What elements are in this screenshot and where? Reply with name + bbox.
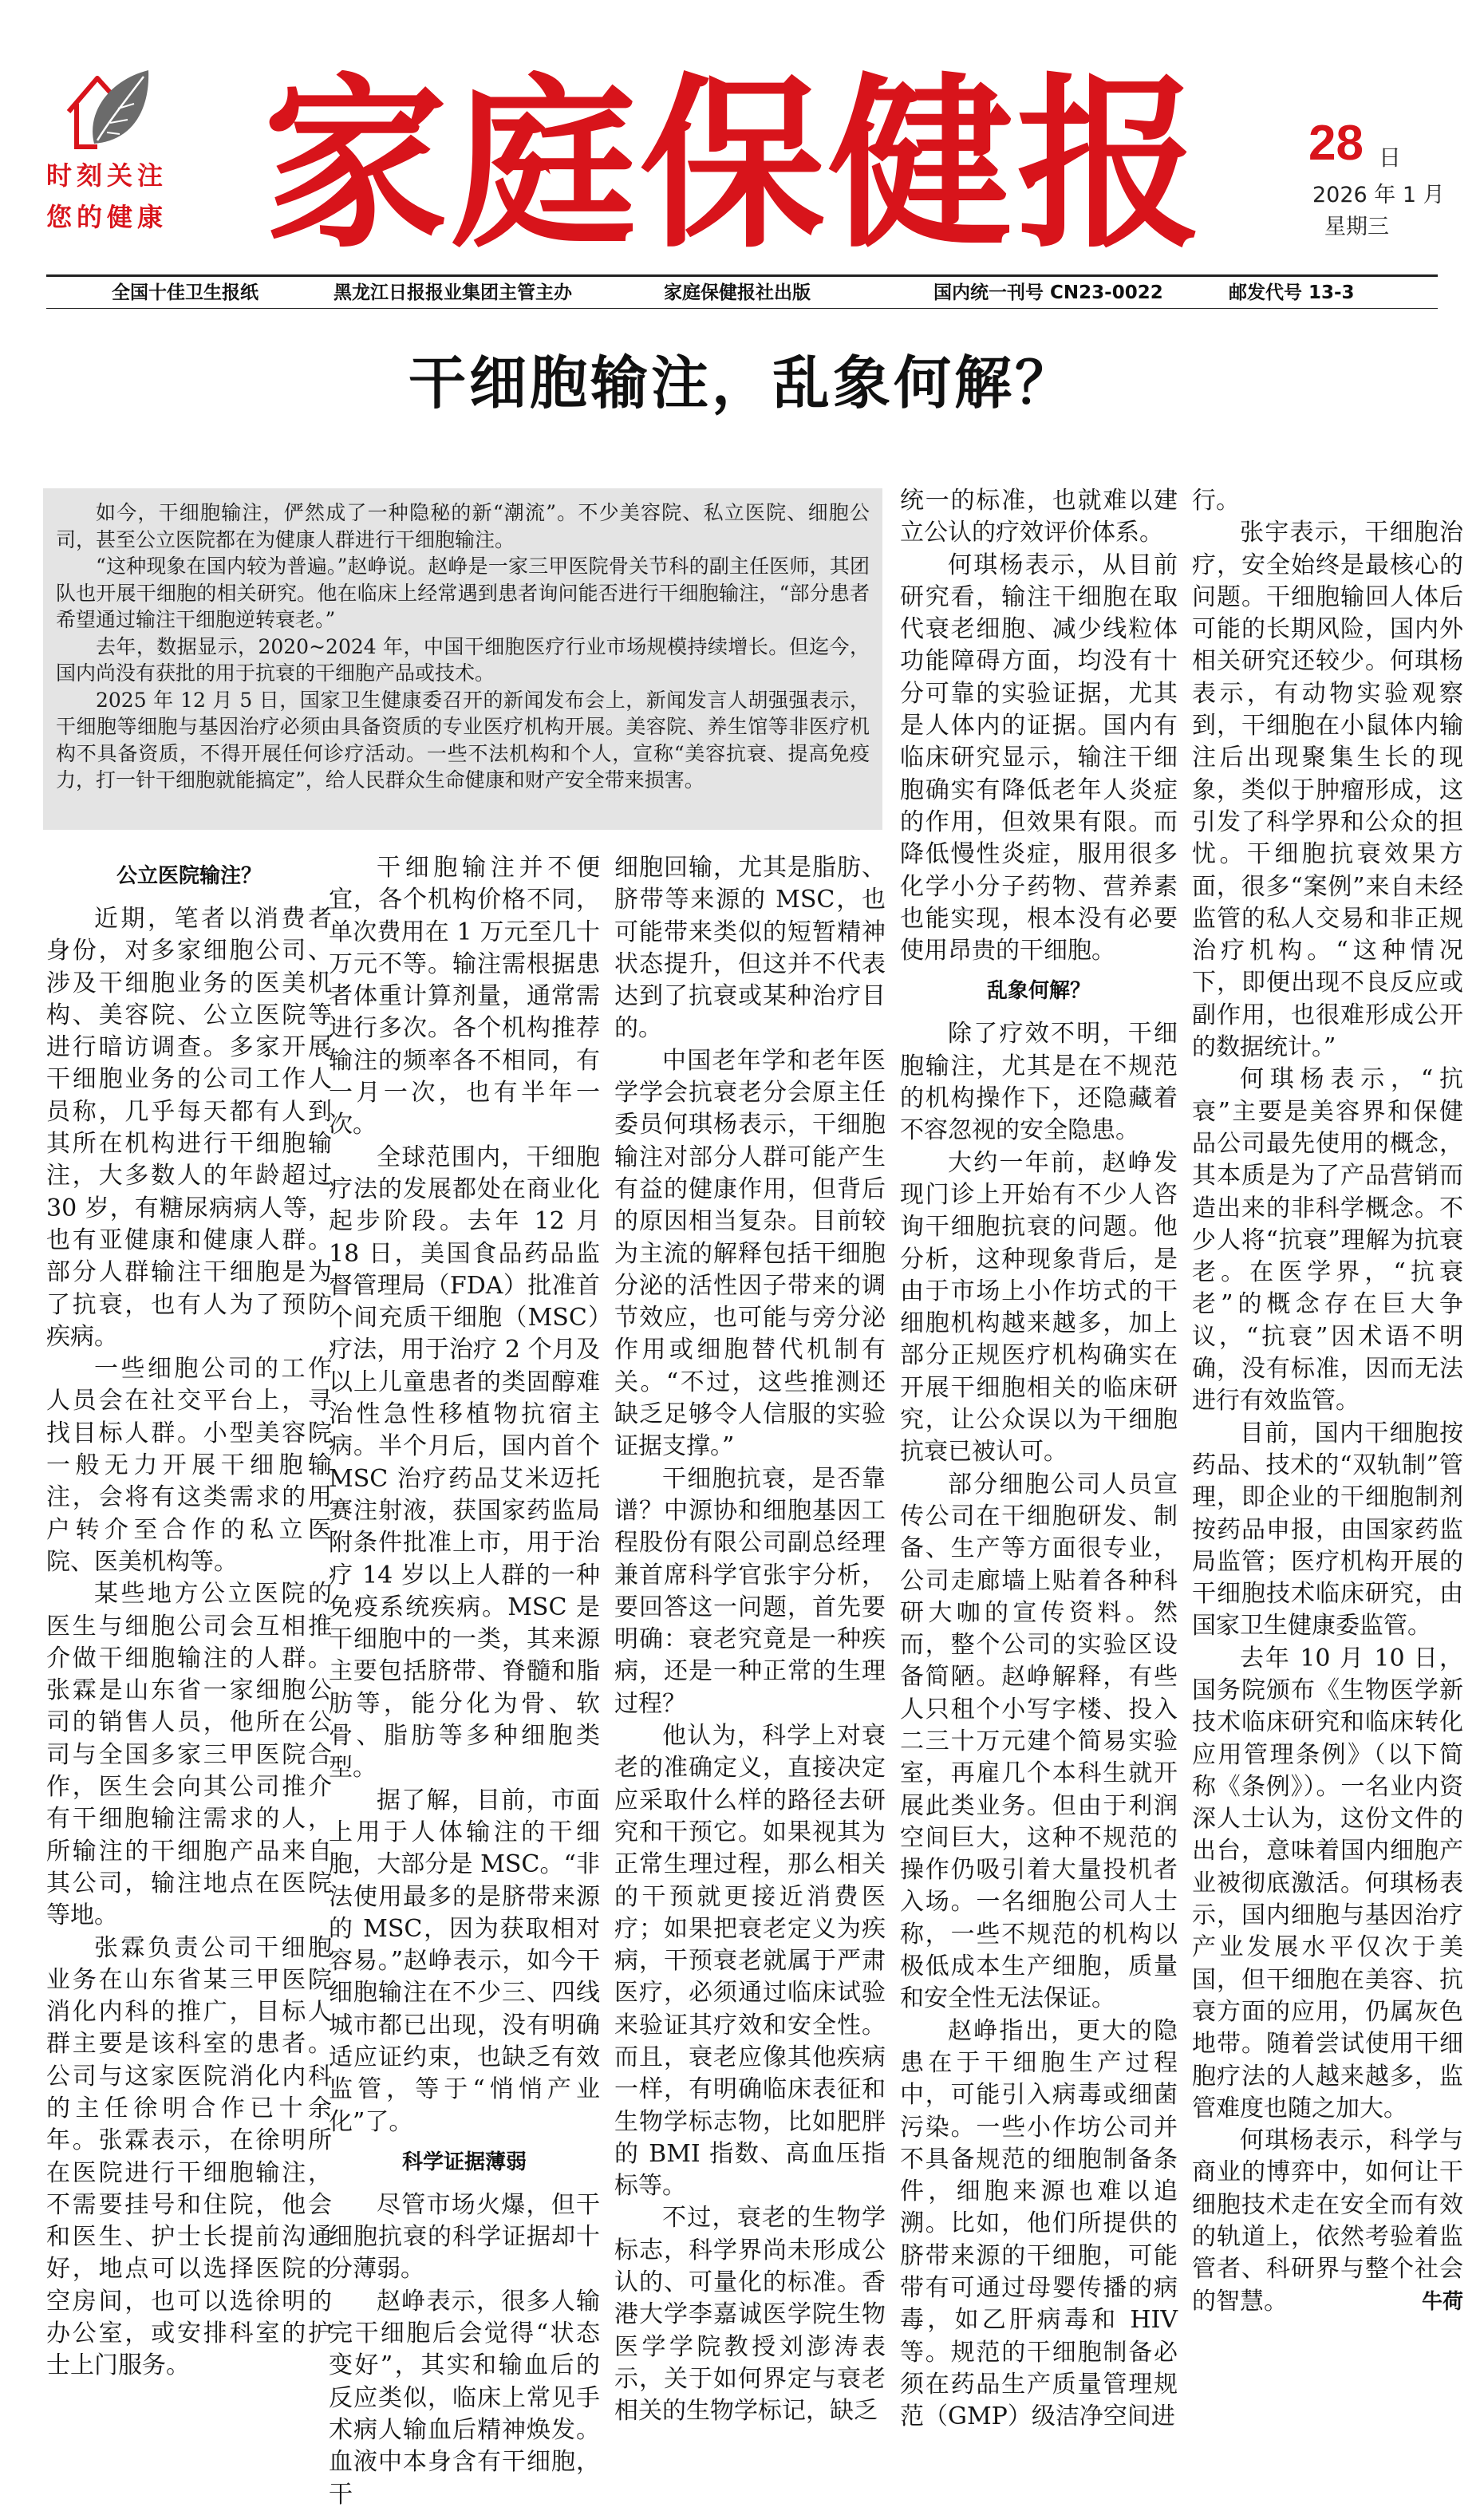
body-paragraph: 据了解，目前，市面上用于人体输注的干细胞，大部分是 MSC。“非法使用最多的是脐带来源的 MSC，因为获取相对容易。”赵峥表示，如今干细胞输注在不少三、四线城市都已出现，没有明确适应证约束，也缺乏有效监管，等于“悄悄产业化”了。 — [329, 1786, 600, 2136]
article-column-5 — [1192, 485, 1463, 2318]
section-heading-public-hospital: 公立医院输注？ — [116, 864, 262, 888]
body-paragraph-text: 何琪杨表示，科学与商业的博弈中，如何让干细胞技术走在安全而有效的轨道上，依然考验着监管者、科研界与整个社会的智慧。 — [1192, 2126, 1463, 2316]
lead-paragraph: 如今，干细胞输注，俨然成了一种隐秘的新“潮流”。不少美容院、私立医院、细胞公司，甚至公立医院都在为健康人群进行干细胞输注。 — [56, 501, 870, 551]
masthead-rule-top — [46, 274, 1438, 277]
body-paragraph: 某些地方公立医院的医生与细胞公司会互相推介做干细胞输注的人群。张霖是山东省一家细胞公司的销售人员，他所在公司与全国多家三甲医院合作，医生会向其公司推介有干细胞输注需求的人，所输注的干细胞产品来自其公司，输注地点在医院等地。 — [46, 1580, 332, 1930]
issue-day: 28 — [1308, 116, 1364, 171]
body-paragraph: 干细胞输注并不便宜，各个机构价格不同，单次费用在 1 万元至几十万元不等。输注需根据患者体重计算剂量，通常需进行多次。各个机构推荐输注的频率各不相同，有一月一次，也有半年一次。 — [329, 854, 600, 1139]
info-publisher: 家庭保健报社出版 — [664, 282, 811, 303]
article-column-3 — [614, 852, 886, 2428]
section-heading-weak-evidence: 科学证据薄弱 — [401, 2150, 527, 2174]
body-paragraph: 全球范围内，干细胞疗法的发展都处在商业化起步阶段。去年 12 月 18 日，美国食品药品监督管理局（FDA）批准首个间充质干细胞（MSC）疗法，用于治疗 2 个月及以上儿童患者的类固醇难治性急性移植物抗宿主病。半个月后，国内首个 MSC 治疗药品艾米迈托赛注射液，获国家药监局附条件批准上市，用于治疗 14 岁以上人群的一种免疫系统疾病。MSC 是干细胞中的一类，其来源主要包括脐带、脊髓和脂肪等，能分化为骨、软骨、脂肪等多种细胞类型。 — [329, 1143, 600, 1783]
info-publisher-group: 黑龙江日报报业集团主管主办 — [334, 282, 572, 303]
body-paragraph: 细胞回输，尤其是脂肪、脐带等来源的 MSC，也可能带来类似的短暂精神状态提升，但这并不代表达到了抗衰或某种治疗目的。 — [614, 854, 886, 1043]
article-column-1 — [46, 852, 332, 2383]
article-column-2 — [329, 852, 600, 2511]
body-paragraph: 不过，衰老的生物学标志，科学界尚未形成公认的、可量化的标准。香港大学李嘉诚医学院生物医学学院教授刘澎涛表示，关于如何界定与衰老相关的生物学标记，缺乏 — [614, 2204, 886, 2426]
body-paragraph: 中国老年学和老年医学学会抗衰老分会原主任委员何琪杨表示，干细胞输注对部分人群可能产生有益的健康作用，但背后的原因相当复杂。目前较为主流的解释包括干细胞分泌的活性因子带来的调节效应，也可能与旁分泌作用或细胞替代机制有关。“不过，这些推测还缺乏足够令人信服的实验证据支撑。” — [614, 1046, 886, 1461]
newspaper-title: 家庭保健报 — [263, 57, 1206, 273]
body-paragraph: 张宇表示，干细胞治疗，安全始终是最核心的问题。干细胞输回人体后可能的长期风险，国内外相关研究还较少。何琪杨表示，有动物实验观察到，干细胞在小鼠体内输注后出现聚集生长的现象，类似于肿瘤形成，这引发了科学界和公众的担忧。干细胞抗衰效果方面，很多“案例”来自未经监管的私人交易和非正规治疗机构。“这种情况下，即便出现不良反应或副作用，也很难形成公开的数据统计。” — [1192, 519, 1463, 1062]
body-paragraph: 行。 — [1192, 487, 1240, 515]
slogan-line-1: 时刻关注 — [46, 160, 168, 191]
slogan-line-2: 您的健康 — [46, 202, 168, 232]
body-paragraph: 除了疗效不明，干细胞输注，尤其是在不规范的机构操作下，还隐藏着不容忽视的安全隐患。 — [900, 1020, 1178, 1145]
body-paragraph: 大约一年前，赵峥发现门诊上开始有不少人咨询干细胞抗衰的问题。他分析，这种现象背后，是由于市场上小作坊式的干细胞机构越来越多，加上部分正规医疗机构确实在开展干细胞相关的临床研究，让公众误以为干细胞抗衰已被认可。 — [900, 1148, 1178, 1467]
issue-day-unit: 日 — [1379, 144, 1402, 171]
lead-summary-box — [43, 488, 882, 830]
body-paragraph: 赵峥表示，很多人输完干细胞后会觉得“状态变好”，其实和输血后的反应类似，临床上常见手术病人输血后精神焕发。血液中本身含有干细胞，干 — [329, 2287, 600, 2509]
body-paragraph — [1192, 2125, 1463, 2318]
house-leaf-icon — [62, 64, 156, 152]
body-paragraph: 一些细胞公司的工作人员会在社交平台上，寻找目标人群。小型美容院一般无力开展干细胞输注，会将有这类需求的用户转介至合作的私立医院、医美机构等。 — [46, 1355, 332, 1576]
lead-paragraph: 去年，数据显示，2020~2024 年，中国干细胞医疗行业市场规模持续增长。但迄今，国内尚没有获批的用于抗衰的干细胞产品或技术。 — [56, 634, 870, 685]
masthead-rule-bottom — [46, 308, 1438, 309]
publication-info-bar — [46, 279, 1438, 306]
article-column-4 — [900, 485, 1178, 2434]
body-paragraph: 赵峥指出，更大的隐患在于干细胞生产过程中，可能引入病毒或细菌污染。一些小作坊公司并不具备规范的细胞制备条件，细胞来源也难以追溯。比如，他们所提供的脐带来源的干细胞，可能带有可通过母婴传播的病毒，如乙肝病毒和 HIV 等。规范的干细胞制备必须在药品生产质量管理规范（GMP）级洁净空间进 — [900, 2016, 1178, 2431]
body-paragraph: 尽管市场火爆，但干细胞抗衰的科学证据却十分薄弱。 — [329, 2190, 600, 2284]
author-byline: 牛荷 — [1421, 2289, 1463, 2314]
body-paragraph: 去年 10 月 10 日，国务院颁布《生物医学新技术临床研究和临床转化应用管理条例》（以下简称《条例》）。一名业内资深人士认为，这份文件的出台，意味着国内细胞产业被彻底激活。何琪杨表示，国内细胞与基因治疗产业发展水平仅次于美国，但干细胞在美容、抗衰方面的应用，仍属灰色地带。随着尝试使用干细胞疗法的人越来越多，监管难度也随之加大。 — [1192, 1644, 1463, 2122]
body-paragraph: 目前，国内干细胞按药品、技术的“双轨制”管理，即企业的干细胞制剂按药品申报，由国家药监局监管；医疗机构开展的干细胞技术临床研究，由国家卫生健康委监管。 — [1192, 1419, 1463, 1640]
body-paragraph: 他认为，科学上对衰老的准确定义，直接决定应采取什么样的路径去研究和干预它。如果视其为正常生理过程，那么相关的干预就更接近消费医疗；如果把衰老定义为疾病，干预衰老就属于严肃医疗，必须通过临床试验来验证其疗效和安全性。而且，衰老应像其他疾病一样，有明确临床表征和生物学标志物，比如肥胖的 BMI 指数、高血压指标等。 — [614, 1722, 886, 2201]
body-paragraph: 张霖负责公司干细胞业务在山东省某三甲医院消化内科的推广，目标人群主要是该科室的患者。公司与这家医院消化内科的主任徐明合作已十余年。张霖表示，在徐明所在医院进行干细胞输注，不需要挂号和住院，他会和医生、护士长提前沟通好，地点可以选择医院的空房间，也可以选徐明的办公室，或安排科室的护士上门服务。 — [46, 1933, 332, 2380]
body-paragraph: 何琪杨表示，“抗衰”主要是美容界和保健品公司最先使用的概念，其本质是为了产品营销而造出来的非科学概念。不少人将“抗衰”理解为抗衰老。在医学界，“抗衰老”的概念存在巨大争议，“抗衰”因术语不明确，没有标准，因而无法进行有效监管。 — [1192, 1065, 1463, 1415]
body-paragraph: 近期，笔者以消费者身份，对多家细胞公司、涉及干细胞业务的医美机构、美容院、公立医院等进行暗访调查。多家开展干细胞业务的公司工作人员称，几乎每天都有人到其所在机构进行干细胞输注，大多数人的年龄超过 30 岁，有糖尿病病人等，也有亚健康和健康人群。部分人群输注干细胞是为了抗衰，也有人为了预防疾病。 — [46, 905, 332, 1351]
lead-paragraph: “这种现象在国内较为普遍。”赵峥说。赵峥是一家三甲医院骨关节科的副主任医师，其团队也开展干细胞的相关研究。他在临床上经常遇到患者询问能否进行干细胞输注，“部分患者希望通过输注干细胞逆转衰老。” — [56, 555, 870, 631]
issue-year-month: 2026 年 1 月 — [1312, 183, 1445, 207]
issue-weekday: 星期三 — [1324, 215, 1389, 239]
body-paragraph: 何琪杨表示，从目前研究看，输注干细胞在取代衰老细胞、减少线粒体功能障碍方面，均没有十分可靠的实验证据，尤其是人体内的证据。国内有临床研究显示，输注干细胞确实有降低老年人炎症的作用，但效果有限。而降低慢性炎症，服用很多化学小分子药物、营养素也能实现，根本没有必要使用昂贵的干细胞。 — [900, 551, 1178, 965]
body-paragraph: 干细胞抗衰，是否靠谱？中源协和细胞基因工程股份有限公司副总经理兼首席科学官张宇分析，要回答这一问题，首先要明确：衰老究竟是一种疾病，还是一种正常的生理过程？ — [614, 1464, 886, 1718]
section-heading-chaos: 乱象何解？ — [986, 979, 1091, 1004]
lead-paragraph: 2025 年 12 月 5 日，国家卫生健康委召开的新闻发布会上，新闻发言人胡强强表示，干细胞等细胞与基因治疗必须由具备资质的专业医疗机构开展。美容院、养生馆等非医疗机构不具备资质，不得开展任何诊疗活动。一些不法机构和个人，宣称“美容抗衰、提高免疫力，打一针干细胞就能搞定”，给人民群众生命健康和财产安全带来损害。 — [56, 688, 870, 792]
body-paragraph: 统一的标准，也就难以建立公认的疗效评价体系。 — [900, 487, 1178, 547]
info-award: 全国十佳卫生报纸 — [112, 282, 259, 303]
info-postal-code: 邮发代号 13-3 — [1229, 282, 1355, 303]
body-paragraph: 部分细胞公司人员宣传公司在干细胞研发、制备、生产等方面很专业，公司走廊墙上贴着各种科研大咖的宣传资料。然而，整个公司的实验区设备简陋。赵峥解释，有些人只租个小写字楼、投入二三十万元建个简易实验室，再雇几个本科生就开展此类业务。但由于利润空间巨大，这种不规范的操作仍吸引着大量投机者入场。一名细胞公司人士称，一些不规范的机构以极低成本生产细胞，质量和安全性无法保证。 — [900, 1470, 1178, 2013]
info-issn: 国内统一刊号 CN23-0022 — [933, 282, 1163, 303]
article-headline: 干细胞输注，乱象何解？ — [408, 349, 1076, 417]
